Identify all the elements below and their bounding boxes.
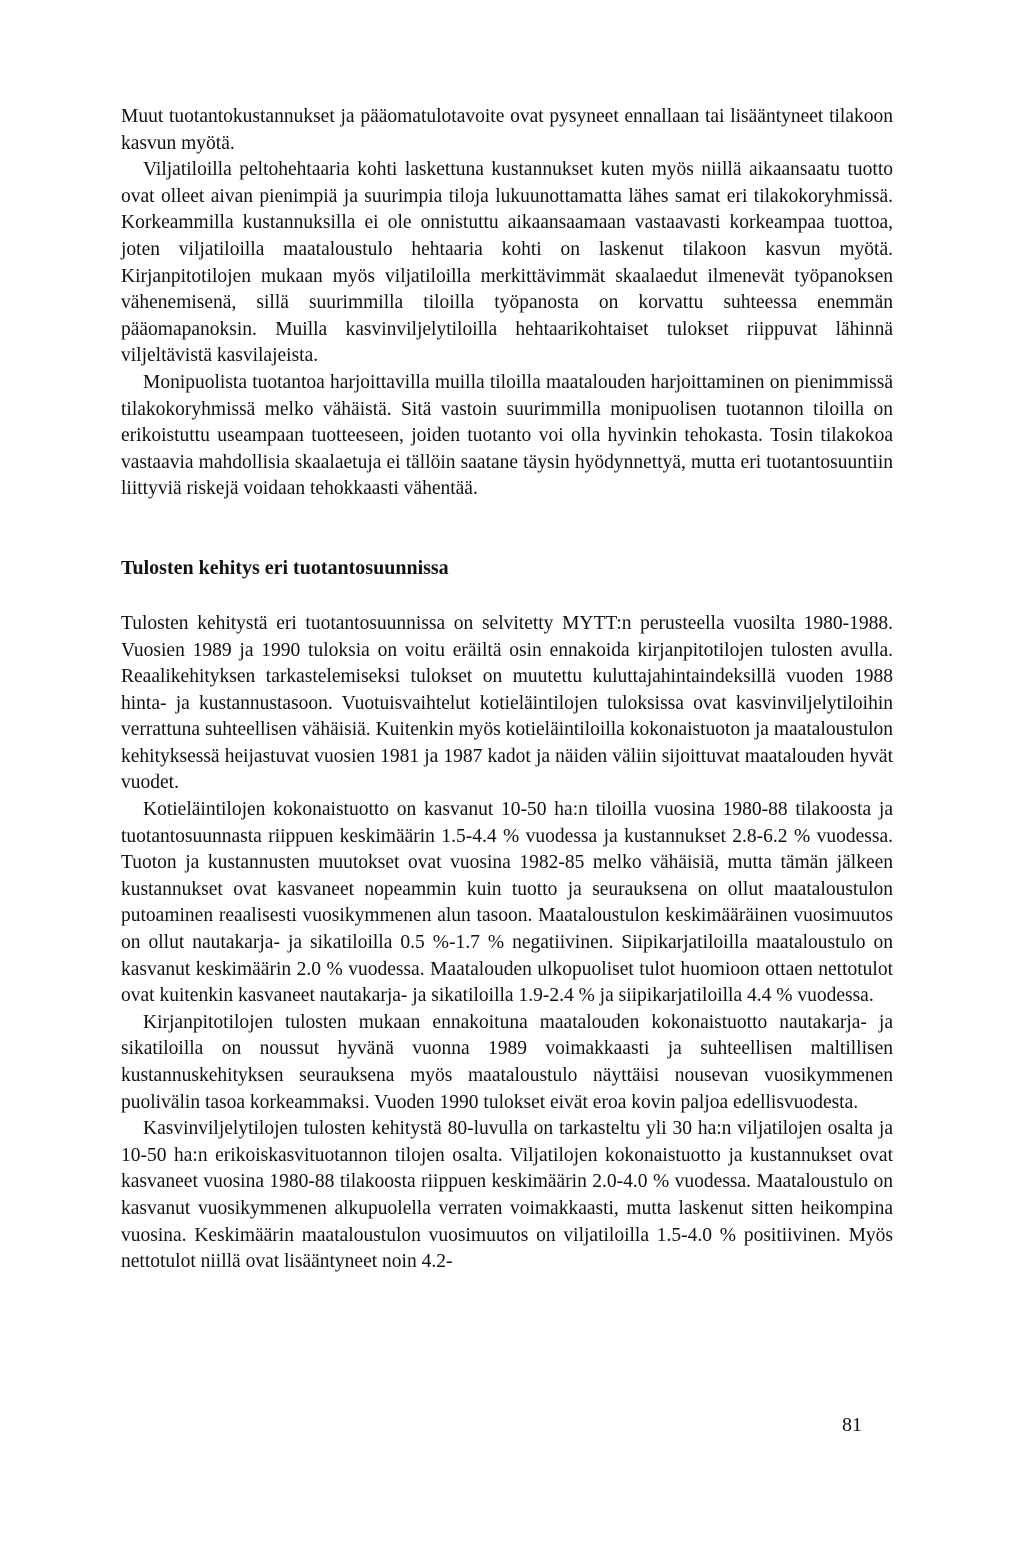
paragraph-6: Kirjanpitotilojen tulosten mukaan ennakoituna maatalouden kokonaistuotto nautakarja- ja sikatiloilla on noussut hyvänä vuonna 1989 voimakkaasti ja suhteellisen maltillisen kustannuskehityksen seurauksena myös maataloustulo näyttäisi nousevan vuosikymmenen puolivälin tasoa korkeammaksi. Vuoden 1990 tulokset eivät eroa kovin paljoa edellisvuodesta. (121, 1011, 893, 1113)
page-number: 81 (842, 1414, 862, 1436)
paragraph-1: Muut tuotantokustannukset ja pääomatulotavoite ovat pysyneet ennallaan tai lisääntyneet tilakoon kasvun myötä. (121, 106, 893, 154)
paragraph-3: Monipuolista tuotantoa harjoittavilla muilla tiloilla maatalouden harjoittaminen on pienimmissä tilakokoryhmissä melko vähäistä. Sitä vastoin suurimmilla monipuolisen tuotannon tiloilla on erikoistuttu useampaan tuotteeseen, joiden tuotanto voi olla hyvinkin tehokasta. Tosin tilakokoa vastaavia mahdollisia skaalaetuja ei tällöin saatane täysin hyödynnettyä, mutta eri tuotantosuuntiin liittyviä riskejä voidaan tehokkaasti vähentää. (121, 371, 893, 500)
paragraph-7: Kasvinviljelytilojen tulosten kehitystä 80-luvulla on tarkasteltu yli 30 ha:n viljatilojen osalta ja 10-50 ha:n erikoiskasvituotannon tilojen osalta. Viljatilojen kokonaistuotto ja kustannukset ovat kasvaneet vuosina 1980-88 tilakoosta riippuen keskimäärin 2.0-4.0 % vuodessa. Maataloustulo on kasvanut vuosikymmenen alkupuolella verraten voimakkaasti, mutta laskenut sitten heikompina vuosina. Keskimäärin maataloustulon vuosimuutos on viljatiloilla 1.5-4.0 % positiivinen. Myös nettotulot niillä ovat lisääntyneet noin 4.2- (121, 1118, 893, 1273)
section-heading: Tulosten kehitys eri tuotantosuunnissa (121, 556, 449, 579)
paragraph-2: Viljatiloilla peltohehtaaria kohti laskettuna kustannukset kuten myös niillä aikaansaatu tuotto ovat olleet aivan pienimpiä ja suurimpia tiloja lukuunottamatta lähes samat eri tilakokoryhmissä. Korkeammilla kustannuksilla ei ole onnistuttu aikaansaamaan vastaavasti korkeampaa tuottoa, joten viljatiloilla maataloustulo hehtaaria kohti on laskenut tilakoon kasvun myötä. Kirjanpitotilojen mukaan myös viljatiloilla merkittävimmät skaalaedut ilmenevät työpanoksen vähenemisenä, sillä suurimmilla tiloilla työpanosta on korvattu suhteessa enemmän pääomapanoksin. Muilla kasvinviljelytiloilla hehtaarikohtaiset tulokset riippuvat lähinnä viljeltävistä kasvilajeista. (121, 159, 893, 367)
paragraph-5: Kotieläintilojen kokonaistuotto on kasvanut 10-50 ha:n tiloilla vuosina 1980-88 tilakoosta ja tuotantosuunnasta riippuen keskimäärin 1.5-4.4 % vuodessa ja kustannukset 2.8-6.2 % vuodessa. Tuoton ja kustannusten muutokset ovat vuosina 1982-85 melko vähäisiä, mutta tämän jälkeen kustannukset ovat kasvaneet nopeammin kuin tuotto ja seurauksena on ollut maataloustulon putoaminen reaalisesti vuosikymmenen alun tasoon. Maataloustulon keskimääräinen vuosimuutos on ollut nautakarja- ja sikatiloilla 0.5 %-1.7 % negatiivinen. Siipikarjatiloilla maataloustulo on kasvanut keskimäärin 2.0 % vuodessa. Maatalouden ulkopuoliset tulot huomioon ottaen nettotulot ovat kuitenkin kasvaneet nautakarja- ja sikatiloilla 1.9-2.4 % ja siipikarjatiloilla 4.4 % vuodessa. (121, 799, 893, 1007)
page-body (121, 104, 893, 1276)
paragraph-4: Tulosten kehitystä eri tuotantosuunnissa on selvitetty MYTT:n perusteella vuosilta 1980-1988. Vuosien 1989 ja 1990 tuloksia on voitu eräiltä osin ennakoida kirjanpitotilojen tulosten avulla. Reaalikehityksen tarkastelemiseksi tulokset on muutettu kuluttajahintaindeksillä vuoden 1988 hinta- ja kustannustasoon. Vuotuisvaihtelut kotieläintilojen tuloksissa ovat kasvinviljelytiloihin verrattuna suhteellisen vähäisiä. Kuitenkin myös kotieläintiloilla kokonaistuoton ja maataloustulon kehityksessä heijastuvat vuosien 1981 ja 1987 kadot ja näiden väliin sijoittuvat maatalouden hyvät vuodet. (121, 612, 893, 794)
